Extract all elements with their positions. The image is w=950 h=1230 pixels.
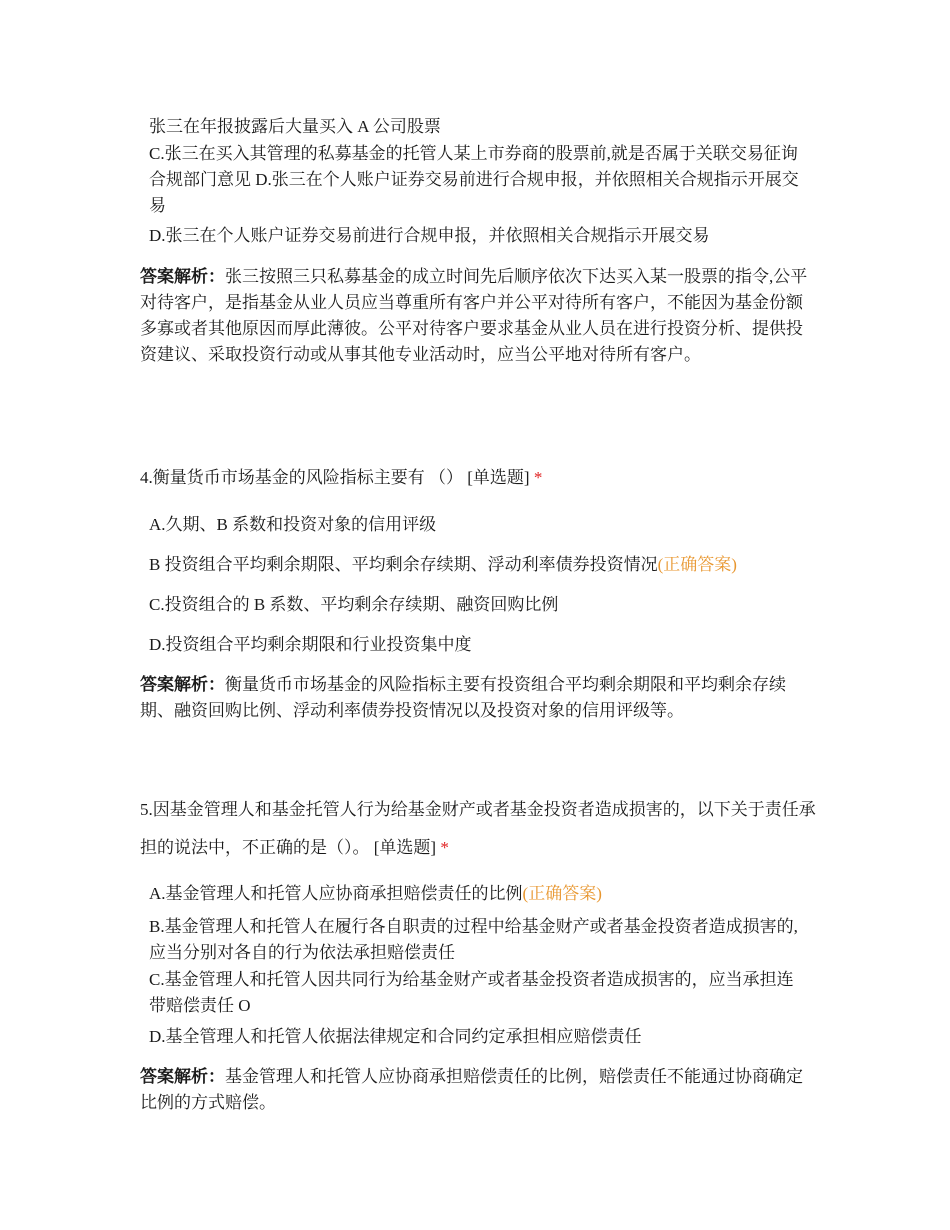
q4-question xyxy=(140,459,820,497)
q5-correct-answer-tag: (正确答案) xyxy=(522,884,602,903)
q3-option-c: C.张三在买入其管理的私募基金的托管人某上市券商的股票前,就是否属于关联交易征询合规部门意见 D.张三在个人账户证券交易前进行合规申报，并依照相关合规指示开展交易 xyxy=(149,144,799,215)
q4-explanation-text: 衡量货币市场基金的风险指标主要有投资组合平均剩余期限和平均剩余存续期、融资回购比例、浮动利率债券投资情况以及投资对象的信用评级等。 xyxy=(140,675,786,720)
q4-explanation-label: 答案解析： xyxy=(140,675,225,694)
q5-required-mark: * xyxy=(440,838,449,857)
q5-explanation-label: 答案解析： xyxy=(140,1067,225,1086)
q4-option-b xyxy=(149,552,809,578)
q4-question-text: 4.衡量货币市场基金的风险指标主要有 （） [单选题] xyxy=(140,468,530,487)
q3-option-b-tail: 张三在年报披露后大量买入 A 公司股票 xyxy=(149,117,441,136)
q3-explanation xyxy=(140,264,815,368)
q4-option-d: D.投资组合平均剩余期限和行业投资集中度 xyxy=(149,635,472,654)
q5-option-a xyxy=(149,881,809,907)
q5-explanation xyxy=(140,1064,815,1116)
q3-option-d: D.张三在个人账户证券交易前进行合规申报，并依照相关合规指示开展交易 xyxy=(149,226,710,245)
q4-option-a: A.久期、B 系数和投资对象的信用评级 xyxy=(149,515,437,534)
q5-explanation-text: 基金管理人和托管人应协商承担赔偿责任的比例，赔偿责任不能通过协商确定比例的方式赔偿。 xyxy=(140,1067,803,1112)
q3-explanation-text: 张三按照三只私募基金的成立时间先后顺序依次下达买入某一股票的指令,公平对待客户，是指基金从业人员应当尊重所有客户并公平对待所有客户，不能因为基金份额多寡或者其他原因而厚此薄彼。公平对待客户要求基金从业人员在进行投资分析、提供投资建议、采取投资行动或从事其他专业活动时，应当公平地对待所有客户。 xyxy=(140,267,808,364)
q4-required-mark: * xyxy=(533,468,543,487)
q3-explanation-label: 答案解析： xyxy=(140,267,225,286)
q5-option-a-text: A.基金管理人和托管人应协商承担赔偿责任的比例 xyxy=(149,884,523,903)
q4-option-b-text: B 投资组合平均剩余期限、平均剩余存续期、浮动利率债券投资情况 xyxy=(149,555,658,574)
q4-correct-answer-tag: (正确答案) xyxy=(657,555,737,574)
q4-explanation xyxy=(140,672,815,724)
q5-option-c: C.基金管理人和托管人因共同行为给基金财产或者基金投资者造成损害的，应当承担连带赔偿责任 O xyxy=(149,970,794,1015)
q5-question xyxy=(140,791,820,867)
q4-option-c: C.投资组合的 B 系数、平均剩余存续期、融资回购比例 xyxy=(149,595,559,614)
q5-option-b: B.基金管理人和托管人在履行各自职责的过程中给基金财产或者基金投资者造成损害的,应当分别对各自的行为依法承担赔偿责任 xyxy=(149,917,798,962)
q5-question-text: 5.因基金管理人和基金托管人行为给基金财产或者基金投资者造成损害的，以下关于责任承担的说法中，不正确的是（）。 [单选题] xyxy=(140,800,816,857)
q5-option-d: D.基全管理人和托管人依据法律规定和合同约定承担相应赔偿责任 xyxy=(149,1027,642,1046)
